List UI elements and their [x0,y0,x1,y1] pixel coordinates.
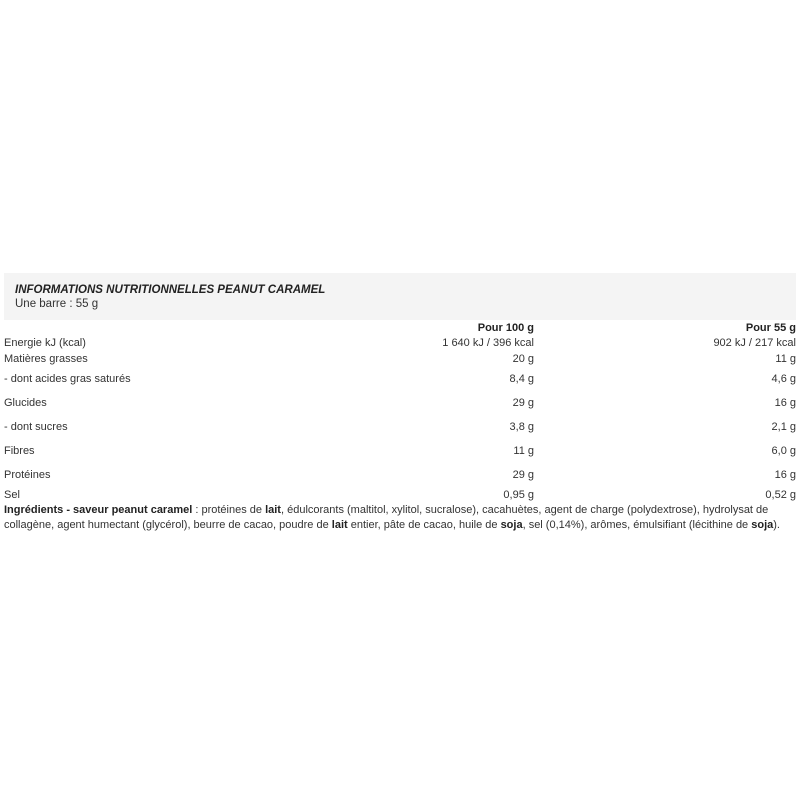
value-per100: 29 g [512,397,534,409]
value-per55: 2,1 g [771,421,796,433]
column-header-per100: Pour 100 g [477,321,534,334]
value-per100: 0,95 g [503,488,534,501]
table-row [4,350,796,367]
table-row [4,391,796,415]
value-per55: 16 g [774,397,796,409]
nutrition-table [4,320,796,502]
table-row [4,415,796,439]
ingredients-part: ). [773,519,780,531]
row-label: - dont sucres [4,421,68,433]
row-label: Fibres [4,445,35,457]
value-per55: 11 g [775,352,796,365]
column-header-label [4,320,276,335]
column-header-per55: Pour 55 g [745,321,796,334]
allergen-soy: soja [751,519,774,531]
value-per100: 8,4 g [509,373,534,385]
row-label: Glucides [4,397,47,409]
ingredients-part: : protéines de [192,504,266,516]
table-row [4,487,796,502]
table-row [4,439,796,463]
row-label: Matières grasses [4,352,88,365]
value-per100: 3,8 g [509,421,534,433]
row-label: Protéines [4,469,51,481]
allergen-milk: lait [331,519,348,531]
value-per55: 16 g [774,469,796,481]
value-per55: 0,52 g [765,488,796,501]
serving-size: Une barre : 55 g [15,298,99,310]
ingredients-text [4,502,796,533]
table-row [4,367,796,391]
ingredients-part: entier, pâte de cacao, huile de [347,519,501,531]
value-per55: 4,6 g [771,373,796,385]
row-label: - dont acides gras saturés [4,373,131,385]
value-per55: 6,0 g [771,445,796,457]
value-per100: 29 g [512,469,534,481]
ingredients-part: , sel (0,14%), arômes, émulsifiant (lécithine de [522,519,752,531]
allergen-soy: soja [500,519,523,531]
table-header-row [4,320,796,335]
row-label: Sel [4,488,20,501]
nutrition-title: INFORMATIONS NUTRITIONNELLES PEANUT CARAMEL [15,284,326,296]
ingredients-heading: Ingrédients - saveur peanut caramel [4,504,193,516]
ingredients-part: , édulcorants (maltitol, xylitol, sucralose), cacahuètes, agent de charge (polydextrose), hydrolysat de collagène, agent humectant (glycérol), beurre de cacao, poudre de [4,504,769,531]
nutrition-panel [4,273,796,533]
value-per100: 20 g [512,352,534,365]
table-row [4,463,796,487]
value-per100: 1 640 kJ / 396 kcal [442,336,534,349]
table-row [4,335,796,350]
value-per100: 11 g [513,445,534,457]
value-per55: 902 kJ / 217 kcal [713,336,796,349]
nutrition-header [4,273,796,320]
row-label: Energie kJ (kcal) [4,336,86,349]
allergen-milk: lait [265,504,281,516]
